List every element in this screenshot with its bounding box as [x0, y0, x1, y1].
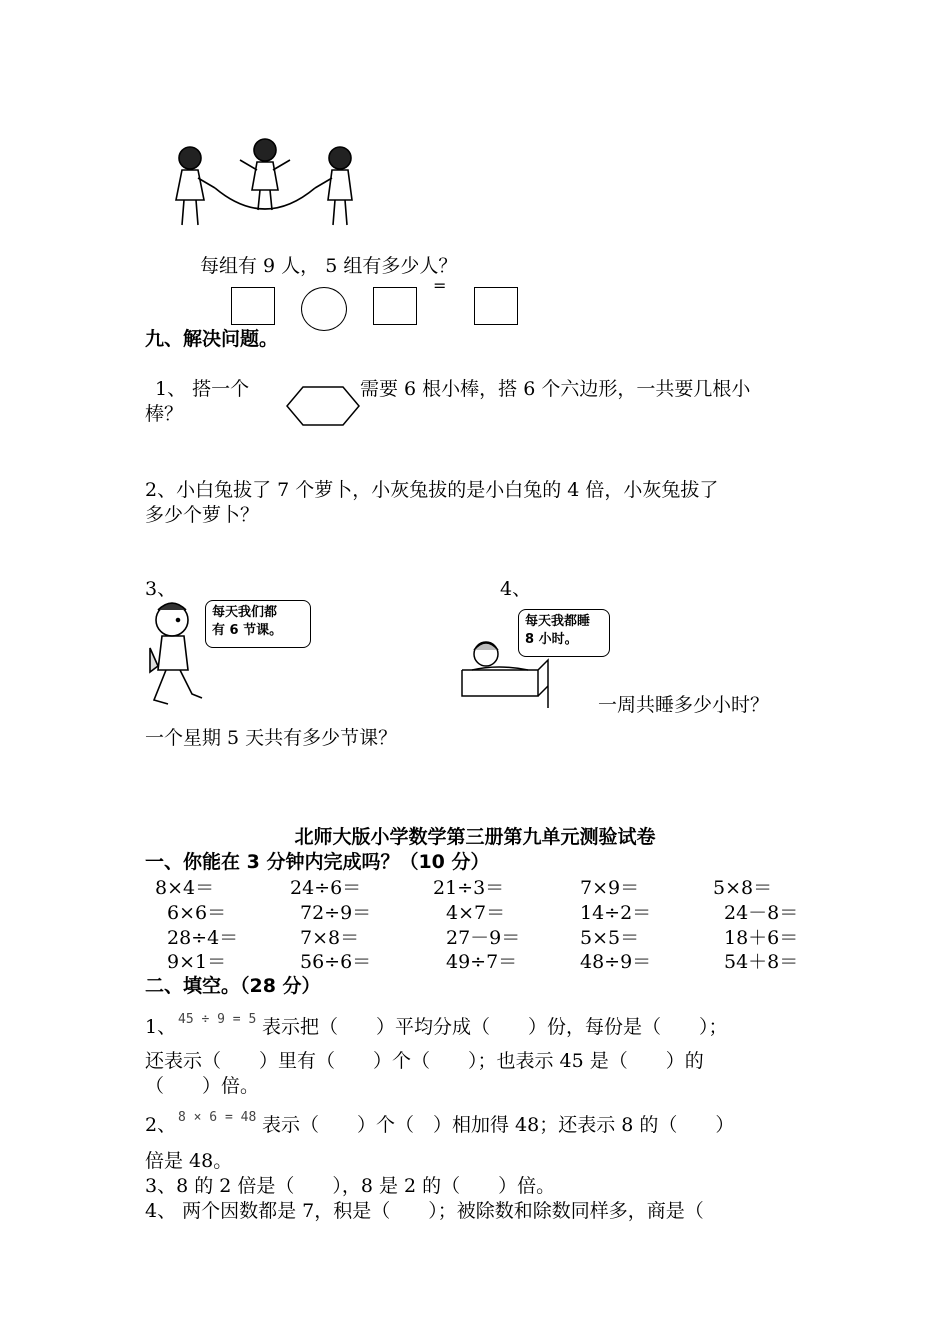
q3-speech-bubble — [205, 600, 311, 648]
jump-rope-children-illustration — [160, 130, 370, 235]
answer-box-1[interactable] — [231, 287, 275, 325]
fill-1-line-1: 表示把（ ）平均分成（ ）份，每份是（ ）； — [262, 1016, 728, 1038]
calc-item: 5×5＝ — [580, 927, 640, 949]
section-9-heading: 九、解决问题。 — [145, 328, 279, 350]
exam-title: 北师大版小学数学第三册第九单元测验试卷 — [294, 826, 656, 848]
calc-item: 54＋8＝ — [724, 951, 799, 973]
part-1-heading: 一、你能在 3 分钟内完成吗？（10 分） — [145, 851, 490, 873]
calc-item: 8×4＝ — [155, 877, 215, 899]
equals-sign: = — [433, 276, 447, 295]
answer-box-2[interactable] — [373, 287, 417, 325]
fill-2-number: 2、 — [145, 1114, 177, 1136]
calc-item: 14÷2＝ — [580, 902, 652, 924]
calc-item: 21÷3＝ — [433, 877, 505, 899]
q1-prefix: 1、 搭一个 — [155, 378, 250, 400]
walking-boy-illustration — [140, 598, 208, 710]
q3-bubble-line-1: 每天我们都 — [212, 605, 278, 620]
hexagon-icon — [285, 385, 361, 427]
calc-item: 6×6＝ — [167, 902, 227, 924]
fill-1-line-3: （ ）倍。 — [145, 1075, 260, 1097]
q4-bubble-line-1: 每天我都睡 — [525, 614, 591, 629]
calc-item: 24÷6＝ — [290, 877, 362, 899]
q2-line-1: 2、小白兔拔了 7 个萝卜，小灰兔拔的是小白兔的 4 倍，小灰兔拔了 — [145, 479, 719, 501]
fill-1-number: 1、 — [145, 1016, 177, 1038]
fill-2-equation: 8 × 6 = 48 — [178, 1110, 257, 1125]
calc-item: 49÷7＝ — [446, 951, 518, 973]
answer-box-3[interactable] — [474, 287, 518, 325]
calc-item: 28÷4＝ — [167, 927, 239, 949]
part-2-heading: 二、填空。（28 分） — [145, 975, 321, 997]
calc-item: 56÷6＝ — [300, 951, 372, 973]
q4-question: 一周共睡多少小时？ — [598, 694, 770, 716]
fill-3: 3、8 的 2 倍是（ ），8 是 2 的（ ）倍。 — [145, 1175, 556, 1197]
fill-1-line-2: 还表示（ ）里有（ ）个（ ）；也表示 45 是（ ）的 — [145, 1050, 704, 1072]
calc-item: 48÷9＝ — [580, 951, 652, 973]
calc-item: 4×7＝ — [446, 902, 506, 924]
q3-number: 3、 — [145, 578, 177, 600]
calc-item: 7×8＝ — [300, 927, 360, 949]
fill-2-line-1: 表示（ ）个（ ）相加得 48；还表示 8 的（ ） — [262, 1114, 735, 1136]
calc-item: 7×9＝ — [580, 877, 640, 899]
calc-item: 5×8＝ — [713, 877, 773, 899]
calc-item: 27－9＝ — [446, 927, 521, 949]
calc-item: 24－8＝ — [724, 902, 799, 924]
q3-bubble-line-2: 有 6 节课。 — [212, 623, 283, 638]
fill-4: 4、 两个因数都是 7，积是（ ）；被除数和除数同样多，商是（ — [145, 1200, 704, 1222]
jump-rope-question: 每组有 9 人， 5 组有多少人？ — [200, 255, 458, 277]
q4-bubble-line-2: 8 小时。 — [525, 632, 578, 647]
fill-1-equation: 45 ÷ 9 = 5 — [178, 1012, 257, 1027]
calc-item: 72÷9＝ — [300, 902, 372, 924]
operator-circle[interactable] — [301, 287, 347, 331]
q4-number: 4、 — [500, 578, 532, 600]
q1-text-wrap: 棒？ — [145, 403, 184, 425]
fill-2-line-2: 倍是 48。 — [145, 1150, 233, 1172]
calc-item: 18＋6＝ — [724, 927, 799, 949]
calc-item: 9×1＝ — [167, 951, 227, 973]
q3-question: 一个星期 5 天共有多少节课？ — [145, 727, 398, 749]
q4-speech-bubble — [518, 609, 610, 657]
q1-text: 需要 6 根小棒，搭 6 个六边形，一共要几根小 — [360, 378, 751, 400]
q2-line-2: 多少个萝卜？ — [145, 504, 260, 526]
